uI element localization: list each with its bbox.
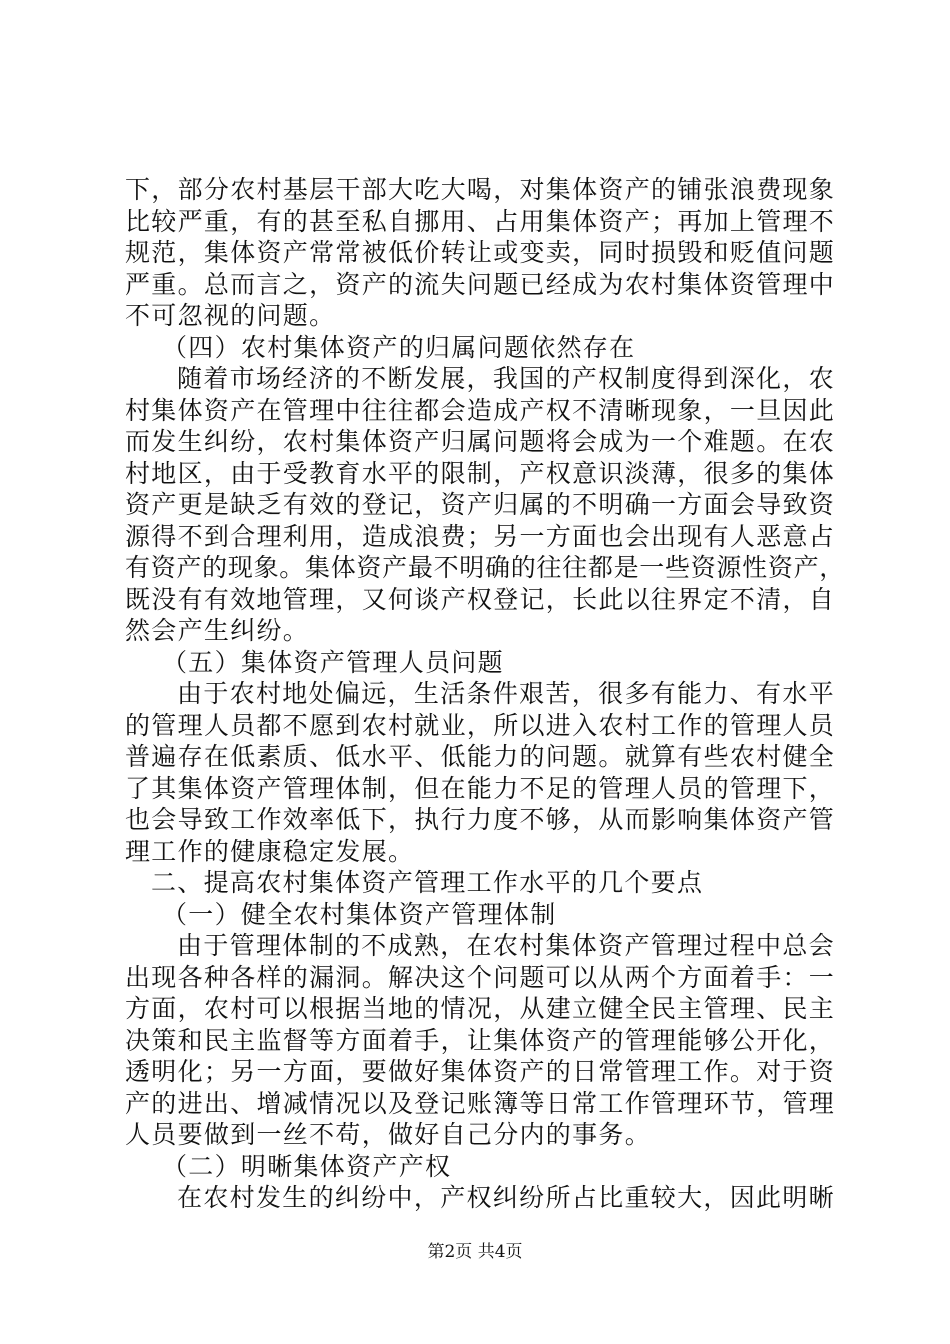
section-heading: （一）健全农村集体资产管理体制 xyxy=(162,899,557,929)
body-line: 村地区，由于受教育水平的限制，产权意识淡薄，很多的集体 xyxy=(125,458,836,488)
body-line: 而发生纠纷，农村集体资产归属问题将会成为一个难题。在农 xyxy=(125,427,836,456)
body-line: 理工作的健康稳定发展。 xyxy=(125,836,415,866)
body-line: 严重。总而言之，资产的流失问题已经成为农村集体资管理中 xyxy=(125,269,836,299)
body-line: 比较严重，有的甚至私自挪用、占用集体资产；再加上管理不 xyxy=(125,206,836,236)
page-number-label: 第2页 共4页 xyxy=(427,1242,523,1262)
section-heading: （五）集体资产管理人员问题 xyxy=(162,647,504,677)
body-line: 资产更是缺乏有效的登记，资产归属的不明确一方面会导致资 xyxy=(125,490,836,519)
body-line: 村集体资产在管理中往往都会造成产权不清晰现象，一旦因此 xyxy=(125,395,836,425)
body-line: 由于管理体制的不成熟，在农村集体资产管理过程中总会 xyxy=(177,931,835,960)
body-line: 由于农村地处偏远，生活条件艰苦，很多有能力、有水平 xyxy=(177,679,835,708)
body-line: 有资产的现象。集体资产最不明确的往往都是一些资源性资产， xyxy=(125,553,845,582)
body-line: 然会产生纠纷。 xyxy=(125,616,310,645)
body-line: 普遍存在低素质、低水平、低能力的问题。就算有些农村健全 xyxy=(125,742,836,771)
body-text xyxy=(125,174,845,1214)
body-line: 下，部分农村基层干部大吃大喝，对集体资产的铺张浪费现象 xyxy=(125,175,836,204)
section-heading: 二、提高农村集体资产管理工作水平的几个要点 xyxy=(151,868,704,897)
body-line: 也会导致工作效率低下，执行力度不够，从而影响集体资产管 xyxy=(125,805,836,834)
body-line: 方面，农村可以根据当地的情况，从建立健全民主管理、民主 xyxy=(125,994,836,1023)
body-line: 出现各种各样的漏洞。解决这个问题可以从两个方面着手：一 xyxy=(125,962,836,992)
body-line: 人员要做到一丝不苟，做好自己分内的事务。 xyxy=(125,1120,652,1149)
body-line: 产的进出、增减情况以及登记账簿等日常工作管理环节，管理 xyxy=(125,1088,836,1118)
body-line: 透明化；另一方面，要做好集体资产的日常管理工作。对于资 xyxy=(125,1057,836,1086)
body-line: 源得不到合理利用，造成浪费；另一方面也会出现有人恶意占 xyxy=(125,521,836,551)
body-line: 的管理人员都不愿到农村就业，所以进入农村工作的管理人员 xyxy=(125,710,836,740)
section-heading: （二）明晰集体资产产权 xyxy=(162,1151,452,1181)
body-line: 了其集体资产管理体制，但在能力不足的管理人员的管理下， xyxy=(125,773,836,803)
body-line: 在农村发生的纠纷中，产权纠纷所占比重较大，因此明晰 xyxy=(177,1183,835,1212)
section-heading: （四）农村集体资产的归属问题依然存在 xyxy=(162,332,636,362)
body-line: 既没有有效地管理，又何谈产权登记，长此以往界定不清，自 xyxy=(125,584,836,614)
body-line: 规范，集体资产常常被低价转让或变卖，同时损毁和贬值问题 xyxy=(125,238,836,267)
page-footer xyxy=(0,1240,950,1264)
body-line: 不可忽视的问题。 xyxy=(125,301,336,330)
body-line: 决策和民主监督等方面着手，让集体资产的管理能够公开化， xyxy=(125,1025,836,1055)
body-line: 随着市场经济的不断发展，我国的产权制度得到深化，农 xyxy=(177,364,835,393)
